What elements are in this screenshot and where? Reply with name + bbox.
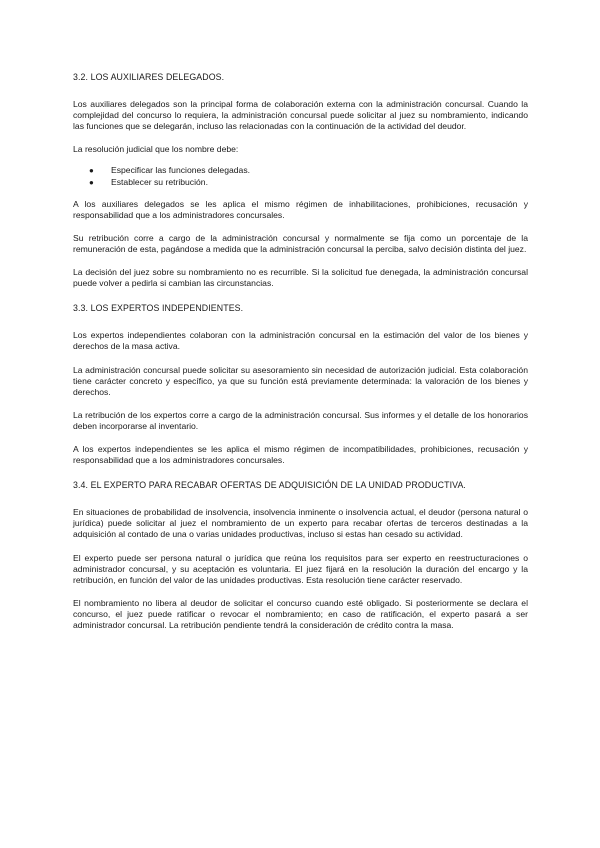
paragraph: Su retribución corre a cargo de la administración concursal y normalmente se fija como un porcentaje de la remuneración de esta, pagándose a medida que la administración concursal la perciba, salvo decisión distinta del juez. xyxy=(73,232,528,254)
paragraph: La decisión del juez sobre su nombramiento no es recurrible. Si la solicitud fue denegada, la administración concursal puede volver a pedirla si cambian las circunstancias. xyxy=(73,267,528,289)
list-item-text: Establecer su retribución. xyxy=(111,176,208,187)
paragraph: El nombramiento no libera al deudor de solicitar el concurso cuando esté obligado. Si posteriormente se declara el concurso, el juez puede ratificar o revocar el nombramiento; en caso de ratificación, el experto pasará a ser administrador concursal. La retribución pendiente tendrá la consideración de crédito contra la masa. xyxy=(73,597,528,630)
list-item-text: Especificar las funciones delegadas. xyxy=(111,165,251,176)
paragraph: En situaciones de probabilidad de insolvencia, insolvencia inminente o insolvencia actual, el deudor (persona natural o jurídica) puede solicitar al juez el nombramiento de un experto para recabar ofertas de terceros destinadas a la adquisición al contado de una o varias unidades productivas, incluso si estas han cesado su actividad. xyxy=(73,507,528,540)
section-heading: 3.4. EL EXPERTO PARA RECABAR OFERTAS DE ADQUISICIÓN DE LA UNIDAD PRODUCTIVA. xyxy=(73,480,466,491)
list-item xyxy=(89,176,528,188)
bullet-list xyxy=(73,165,528,187)
paragraph: La resolución judicial que los nombre debe: xyxy=(73,144,239,155)
list-item xyxy=(89,165,528,176)
paragraph: A los expertos independientes se les aplica el mismo régimen de incompatibilidades, prohibiciones, recusación y responsabilidad que a los administradores concursales. xyxy=(73,443,528,466)
paragraph: La retribución de los expertos corre a cargo de la administración concursal. Sus informes y el detalle de los honorarios deben incorporarse al inventario. xyxy=(73,409,528,431)
paragraph: Los auxiliares delegados son la principal forma de colaboración externa con la administración concursal. Cuando la complejidad del concurso lo requiera, la administración concursal puede solicitar al juez su nombramiento, indicando las funciones que se delegarán, incluso las relacionadas con la continuación de la actividad del deudor. xyxy=(73,99,528,132)
paragraph: El experto puede ser persona natural o jurídica que reúna los requisitos para ser experto en reestructuraciones o administrador concursal, y su aceptación es voluntaria. El juez fijará en la resolución la duración del encargo y la retribución, en función del valor de las unidades productivas. Esta resolución tiene carácter reservado. xyxy=(73,552,528,585)
paragraph: A los auxiliares delegados se les aplica el mismo régimen de inhabilitaciones, prohibiciones, recusación y responsabilidad que a los administradores concursales. xyxy=(73,198,528,220)
paragraph: Los expertos independientes colaboran con la administración concursal en la estimación del valor de los bienes y derechos de la masa activa. xyxy=(73,330,528,352)
document-page xyxy=(73,72,528,643)
section-heading: 3.2. LOS AUXILIARES DELEGADOS. xyxy=(73,72,225,82)
section-heading: 3.3. LOS EXPERTOS INDEPENDIENTES. xyxy=(73,303,244,314)
bullet-icon: ● xyxy=(89,177,94,187)
paragraph: La administración concursal puede solicitar su asesoramiento sin necesidad de autorización judicial. Esta colaboración tiene carácter concreto y específico, ya que su función está previamente determinada: la valoración de los bienes y derechos. xyxy=(73,364,528,397)
bullet-icon: ● xyxy=(89,166,94,176)
